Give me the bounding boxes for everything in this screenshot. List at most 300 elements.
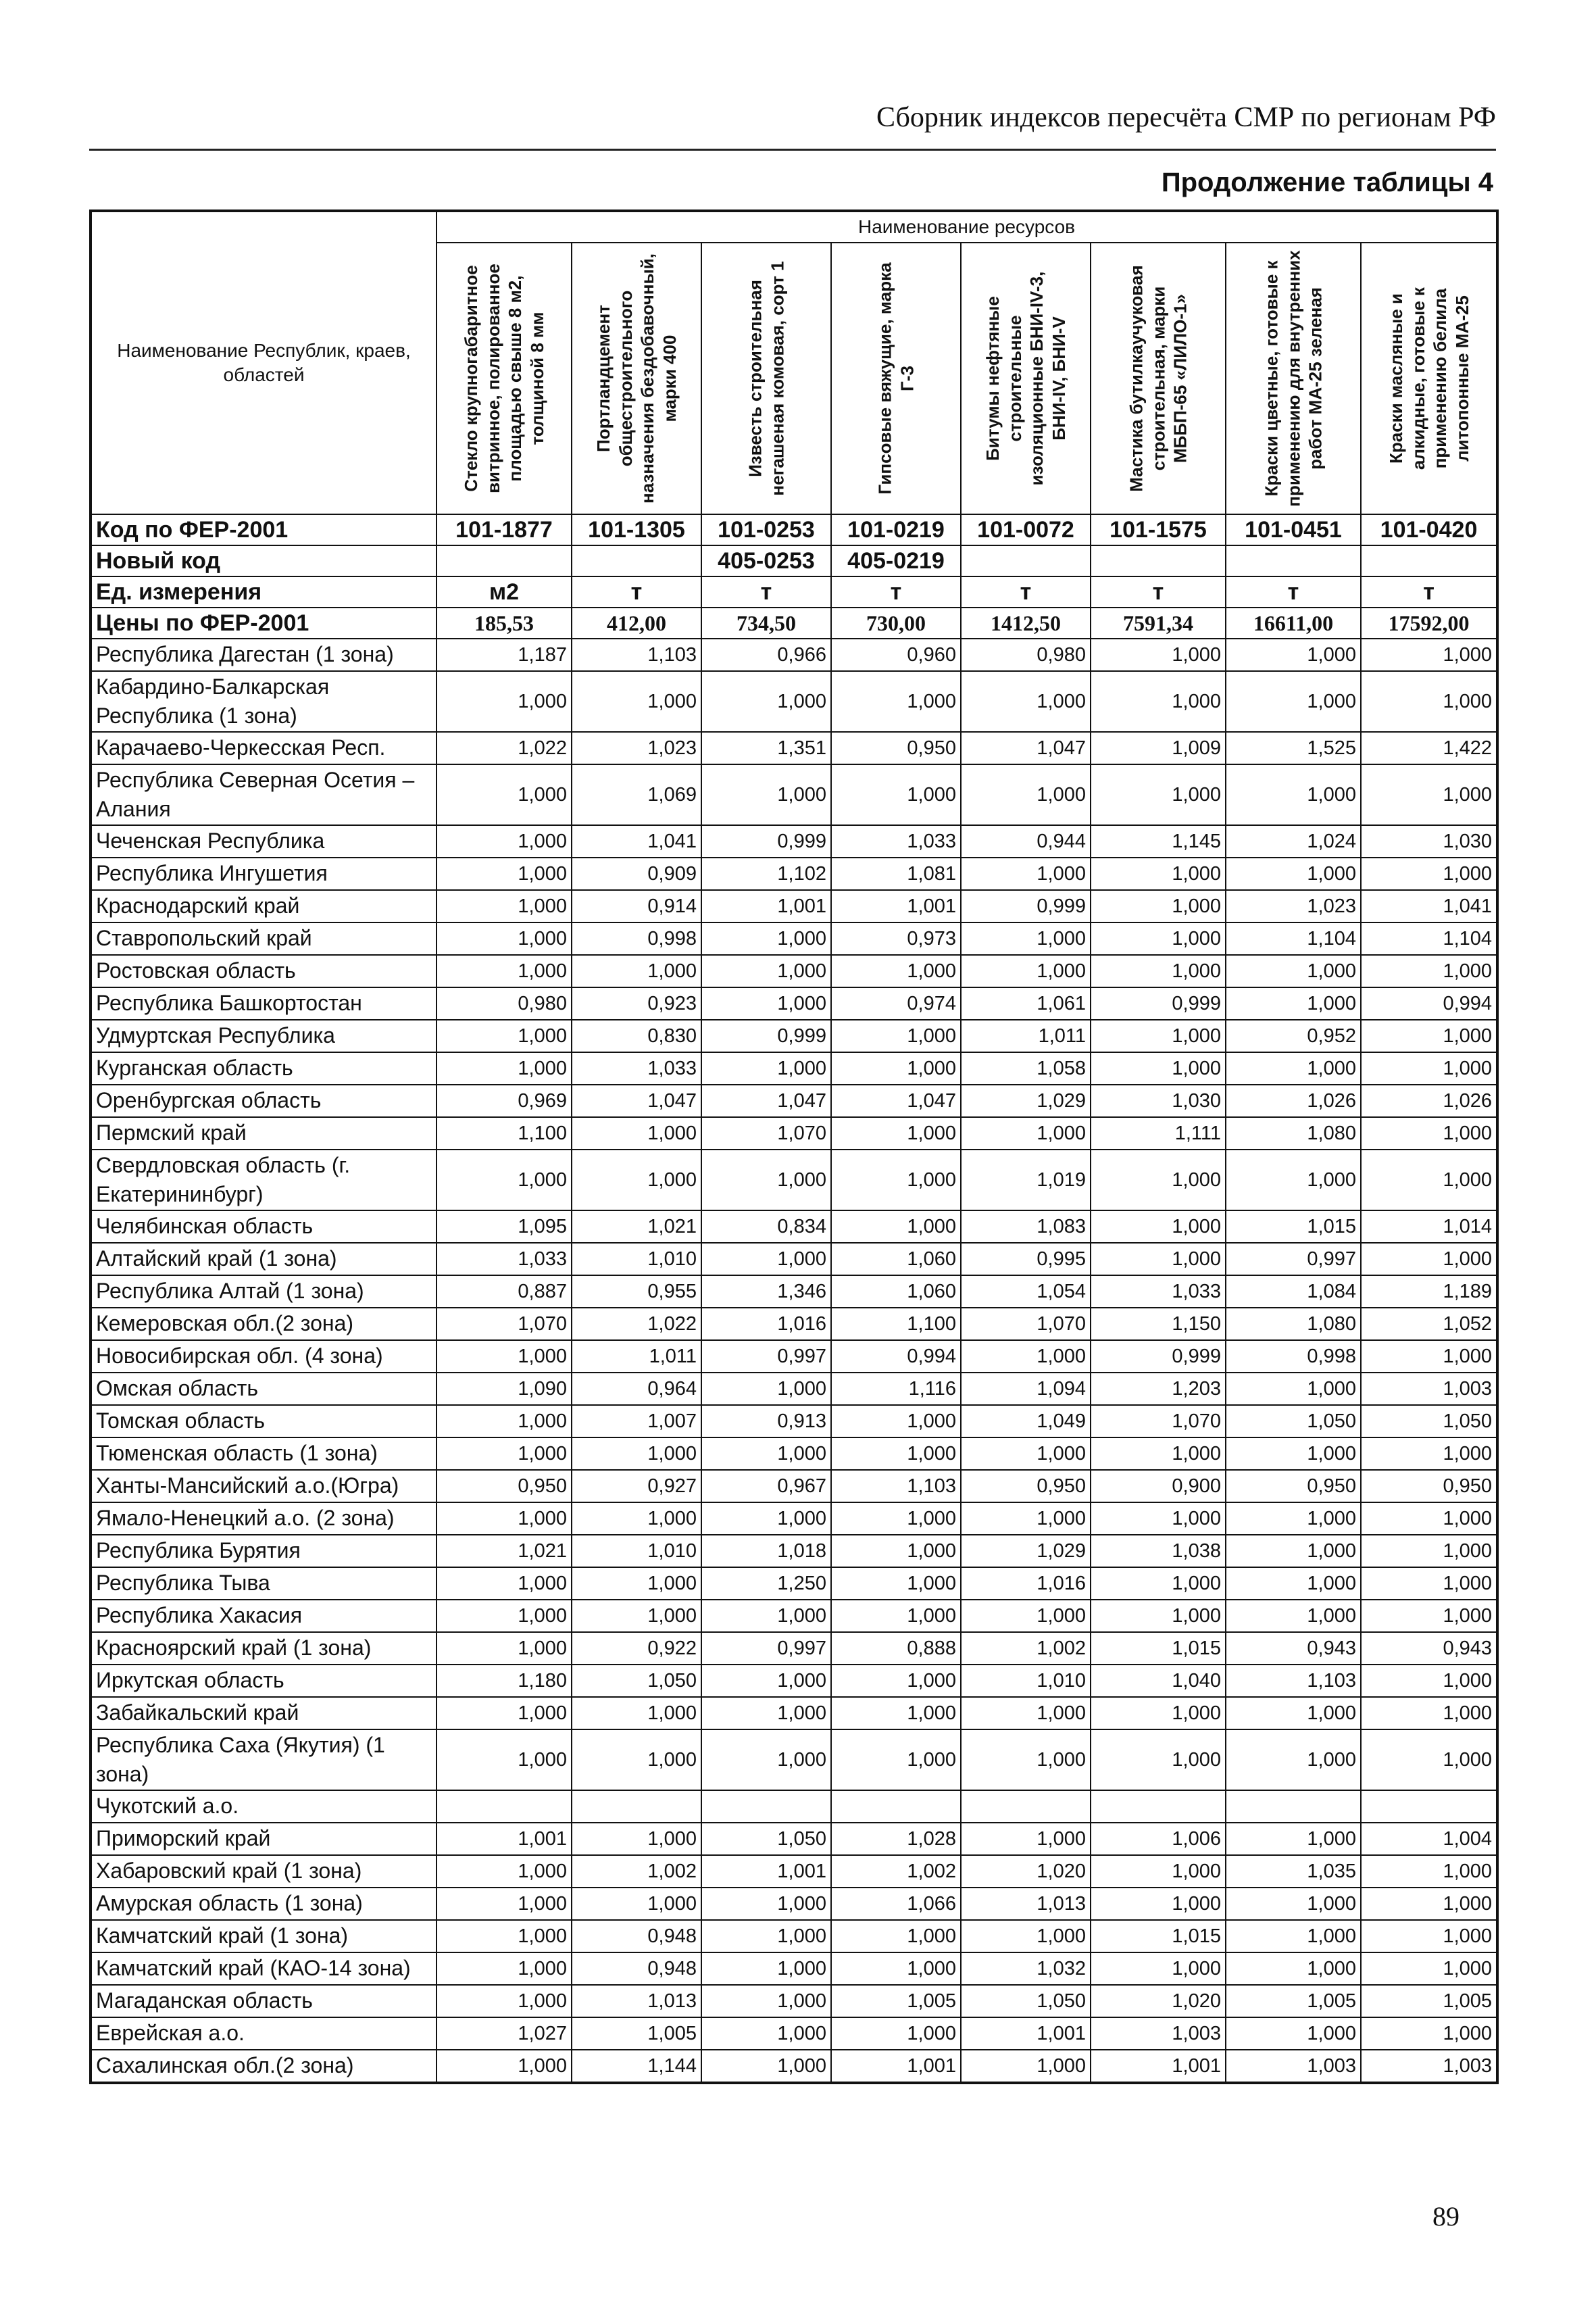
coefficient-cell <box>572 1790 701 1823</box>
coefficient-cell: 0,967 <box>701 1470 831 1502</box>
table-row <box>91 1888 1497 1920</box>
coefficient-cell: 1,000 <box>437 1150 572 1210</box>
coefficient-cell <box>701 1790 831 1823</box>
coefficient-cell: 0,999 <box>961 890 1091 922</box>
coefficient-cell: 1,060 <box>831 1275 961 1308</box>
coefficient-cell: 1,083 <box>961 1210 1091 1243</box>
coefficient-cell: 1,010 <box>572 1535 701 1567</box>
coefficient-cell: 1,000 <box>701 1373 831 1405</box>
coefficient-cell: 0,955 <box>572 1275 701 1308</box>
coefficient-cell: 1,022 <box>437 732 572 764</box>
coefficient-cell: 0,960 <box>831 639 961 671</box>
region-name-cell: Магаданская область <box>91 1985 437 2017</box>
coefficient-cell: 1,000 <box>1091 1888 1226 1920</box>
coefficient-cell: 1,021 <box>572 1210 701 1243</box>
coefficient-cell: 1,010 <box>572 1243 701 1275</box>
coefficient-cell: 1,001 <box>831 890 961 922</box>
coefficient-cell: 1,000 <box>437 1855 572 1888</box>
unit-cell: т <box>961 576 1091 608</box>
resource-column-header <box>437 243 572 514</box>
coefficient-cell: 1,000 <box>831 1729 961 1790</box>
coefficient-cell: 0,888 <box>831 1632 961 1665</box>
coefficient-cell: 1,003 <box>1226 2050 1361 2083</box>
coefficient-cell: 1,000 <box>831 1437 961 1470</box>
unit-cell: т <box>1226 576 1361 608</box>
coefficient-cell: 1,000 <box>572 1502 701 1535</box>
coefficient-cell: 1,005 <box>831 1985 961 2017</box>
coefficient-cell: 1,000 <box>1361 1697 1497 1729</box>
new-code-cell <box>1226 545 1361 576</box>
coefficient-cell: 1,000 <box>1091 764 1226 825</box>
page-number: 89 <box>1432 2201 1460 2232</box>
coefficient-cell: 1,000 <box>1361 1665 1497 1697</box>
table-row <box>91 1632 1497 1665</box>
table-row <box>91 1567 1497 1600</box>
region-name-cell: Республика Тыва <box>91 1567 437 1600</box>
region-name-cell: Ростовская область <box>91 955 437 987</box>
unit-cell: м2 <box>437 576 572 608</box>
coefficient-cell: 1,000 <box>1091 890 1226 922</box>
coefficient-cell: 1,001 <box>437 1823 572 1855</box>
region-name-cell: Республика Хакасия <box>91 1600 437 1632</box>
coefficient-cell: 1,005 <box>572 2017 701 2050</box>
coefficient-cell: 1,005 <box>1361 1985 1497 2017</box>
coefficient-cell: 1,000 <box>1091 639 1226 671</box>
table-body <box>91 514 1497 2083</box>
coefficient-cell: 1,080 <box>1226 1117 1361 1150</box>
coefficient-cell: 1,000 <box>437 1052 572 1085</box>
coefficient-cell: 1,000 <box>437 2050 572 2083</box>
coefficient-cell: 0,998 <box>1226 1340 1361 1373</box>
price-cell: 730,00 <box>831 608 961 639</box>
coefficient-cell: 1,100 <box>437 1117 572 1150</box>
coefficient-cell: 1,000 <box>572 1117 701 1150</box>
table-row <box>91 671 1497 732</box>
coefficient-cell: 0,950 <box>1226 1470 1361 1502</box>
coefficient-cell: 1,001 <box>961 2017 1091 2050</box>
coefficient-cell: 1,000 <box>831 1117 961 1150</box>
coefficient-cell: 0,950 <box>437 1470 572 1502</box>
coefficient-cell: 1,000 <box>1361 1535 1497 1567</box>
coefficient-cell: 1,000 <box>701 1150 831 1210</box>
coefficient-cell: 1,000 <box>961 1502 1091 1535</box>
coefficient-cell: 1,070 <box>1091 1405 1226 1437</box>
coefficient-cell: 1,144 <box>572 2050 701 2083</box>
coefficient-cell: 1,000 <box>1361 1920 1497 1952</box>
coefficient-cell: 0,922 <box>572 1632 701 1665</box>
coefficient-cell: 1,000 <box>831 764 961 825</box>
coefficient-cell: 1,001 <box>1091 2050 1226 2083</box>
coefficient-cell: 1,000 <box>701 1697 831 1729</box>
coefficient-cell: 1,000 <box>1226 955 1361 987</box>
table-row <box>91 1952 1497 1985</box>
region-name-cell: Красноярский край (1 зона) <box>91 1632 437 1665</box>
table-row <box>91 1150 1497 1210</box>
coefficient-cell: 1,000 <box>437 1729 572 1790</box>
coefficient-cell: 1,000 <box>961 671 1091 732</box>
coefficient-cell: 1,000 <box>1091 1150 1226 1210</box>
coefficient-cell: 1,103 <box>1226 1665 1361 1697</box>
region-name-cell: Республика Ингушетия <box>91 858 437 890</box>
region-name-cell: Хабаровский край (1 зона) <box>91 1855 437 1888</box>
coefficient-cell: 1,000 <box>961 1437 1091 1470</box>
coefficients-table-container <box>89 210 1496 2084</box>
unit-cell: т <box>1361 576 1497 608</box>
coefficient-cell: 1,000 <box>961 955 1091 987</box>
coefficient-cell: 0,948 <box>572 1920 701 1952</box>
coefficient-cell: 1,000 <box>831 1052 961 1085</box>
coefficient-cell: 1,100 <box>831 1308 961 1340</box>
coefficient-cell: 1,015 <box>1226 1210 1361 1243</box>
coefficient-cell: 1,000 <box>437 671 572 732</box>
coefficient-cell: 1,050 <box>1226 1405 1361 1437</box>
coefficient-cell: 1,023 <box>572 732 701 764</box>
coefficient-cell: 1,000 <box>701 1888 831 1920</box>
coefficient-cell: 1,000 <box>437 858 572 890</box>
region-name-cell: Оренбургская область <box>91 1085 437 1117</box>
coefficient-cell: 1,000 <box>1361 1340 1497 1373</box>
region-name-cell: Ханты-Мансийский а.о.(Югра) <box>91 1470 437 1502</box>
coefficient-cell: 0,997 <box>701 1632 831 1665</box>
region-name-cell: Иркутская область <box>91 1665 437 1697</box>
coefficient-cell: 1,002 <box>572 1855 701 1888</box>
coefficient-cell: 1,041 <box>1361 890 1497 922</box>
coefficient-cell: 1,103 <box>831 1470 961 1502</box>
coefficient-cell: 1,000 <box>1226 1535 1361 1567</box>
resource-column-header <box>701 243 831 514</box>
coefficient-cell: 1,028 <box>831 1823 961 1855</box>
table-row <box>91 1470 1497 1502</box>
fer-code-cell: 101-0253 <box>701 514 831 545</box>
coefficient-cell: 1,150 <box>1091 1308 1226 1340</box>
coefficient-cell: 1,000 <box>1361 1020 1497 1052</box>
table-row <box>91 1275 1497 1308</box>
coefficient-cell: 1,000 <box>701 1502 831 1535</box>
region-name-cell: Республика Бурятия <box>91 1535 437 1567</box>
coefficient-cell: 1,000 <box>1091 1567 1226 1600</box>
unit-cell: т <box>572 576 701 608</box>
coefficient-cell: 1,000 <box>572 1697 701 1729</box>
coefficient-cell: 1,000 <box>437 955 572 987</box>
coefficient-cell: 1,000 <box>831 1567 961 1600</box>
coefficient-cell: 1,002 <box>831 1855 961 1888</box>
region-name-cell: Республика Саха (Якутия) (1 зона) <box>91 1729 437 1790</box>
coefficient-cell: 1,000 <box>1091 955 1226 987</box>
table-row <box>91 1020 1497 1052</box>
coefficient-cell: 1,000 <box>1226 1373 1361 1405</box>
coefficient-cell: 1,000 <box>1361 639 1497 671</box>
coefficient-cell: 1,000 <box>1361 1502 1497 1535</box>
table-row <box>91 2017 1497 2050</box>
coefficient-cell: 1,000 <box>437 1632 572 1665</box>
coefficient-cell: 1,001 <box>701 890 831 922</box>
coefficient-cell: 1,111 <box>1091 1117 1226 1150</box>
coefficient-cell: 1,006 <box>1091 1823 1226 1855</box>
coefficient-cell: 1,016 <box>701 1308 831 1340</box>
new-code-cell: 405-0219 <box>831 545 961 576</box>
table-row <box>91 1243 1497 1275</box>
coefficient-cell: 1,000 <box>437 1405 572 1437</box>
coefficient-cell: 0,973 <box>831 922 961 955</box>
coefficient-cell: 1,000 <box>701 1920 831 1952</box>
coefficient-cell: 1,000 <box>1361 1952 1497 1985</box>
coefficient-cell: 1,000 <box>572 1729 701 1790</box>
coefficient-cell: 1,000 <box>831 1697 961 1729</box>
coefficient-cell: 1,000 <box>701 1437 831 1470</box>
region-name-cell: Чеченская Республика <box>91 825 437 858</box>
coefficient-cell: 0,980 <box>437 987 572 1020</box>
coefficient-cell: 1,011 <box>961 1020 1091 1052</box>
table-row <box>91 1823 1497 1855</box>
coefficient-cell: 1,000 <box>831 1502 961 1535</box>
coefficient-cell: 1,000 <box>701 1600 831 1632</box>
coefficient-cell: 1,000 <box>1226 1600 1361 1632</box>
coefficient-cell: 1,000 <box>1226 1920 1361 1952</box>
coefficient-cell: 1,040 <box>1091 1665 1226 1697</box>
coefficient-cell: 1,000 <box>961 1697 1091 1729</box>
coefficient-cell: 1,000 <box>437 1567 572 1600</box>
coefficient-cell: 1,047 <box>961 732 1091 764</box>
coefficient-cell: 1,001 <box>701 1855 831 1888</box>
coefficient-cell: 1,000 <box>961 858 1091 890</box>
coefficient-cell: 1,000 <box>701 987 831 1020</box>
region-name-cell: Омская область <box>91 1373 437 1405</box>
table-row <box>91 1535 1497 1567</box>
coefficient-cell: 0,999 <box>1091 1340 1226 1373</box>
coefficient-cell: 1,000 <box>1226 1697 1361 1729</box>
table-row <box>91 1340 1497 1373</box>
coefficient-cell: 1,000 <box>701 1243 831 1275</box>
coefficient-cell: 1,000 <box>437 1502 572 1535</box>
coefficient-cell: 0,909 <box>572 858 701 890</box>
resource-name: Битумы нефтяные строительные изоляционные БНИ-IV-3, БНИ-IV, БНИ-V <box>982 271 1069 486</box>
table-row <box>91 955 1497 987</box>
coefficient-cell: 0,927 <box>572 1470 701 1502</box>
coefficient-cell: 0,974 <box>831 987 961 1020</box>
coefficient-cell: 1,027 <box>437 2017 572 2050</box>
coefficient-cell: 1,000 <box>1226 1888 1361 1920</box>
coefficient-cell: 1,070 <box>961 1308 1091 1340</box>
coefficient-cell: 0,995 <box>961 1243 1091 1275</box>
coefficient-cell: 1,000 <box>1361 1437 1497 1470</box>
coefficient-cell: 1,000 <box>1091 1243 1226 1275</box>
running-header <box>89 49 1496 150</box>
coefficient-cell: 1,000 <box>1361 955 1497 987</box>
coefficient-cell: 1,000 <box>1361 1600 1497 1632</box>
coefficient-cell: 1,000 <box>437 764 572 825</box>
coefficient-cell: 1,000 <box>572 1437 701 1470</box>
table-row <box>91 1920 1497 1952</box>
coefficient-cell: 1,000 <box>961 1117 1091 1150</box>
coefficient-cell: 1,000 <box>831 955 961 987</box>
coefficient-cell: 1,000 <box>1091 1020 1226 1052</box>
region-name-cell: Кемеровская обл.(2 зона) <box>91 1308 437 1340</box>
resource-name: Гипсовые вяжущие, марка Г-3 <box>874 262 917 495</box>
coefficient-cell: 1,000 <box>701 1952 831 1985</box>
coefficient-cell: 0,998 <box>572 922 701 955</box>
coefficient-cell: 1,346 <box>701 1275 831 1308</box>
coefficient-cell <box>1091 1790 1226 1823</box>
coefficient-cell: 0,950 <box>831 732 961 764</box>
coefficient-cell: 1,058 <box>961 1052 1091 1085</box>
coefficient-cell: 1,000 <box>831 1952 961 1985</box>
coefficient-cell: 1,047 <box>572 1085 701 1117</box>
coefficient-cell: 1,000 <box>1361 671 1497 732</box>
coefficient-cell: 1,000 <box>1226 1567 1361 1600</box>
resource-column-header <box>572 243 701 514</box>
coefficient-cell: 0,999 <box>1091 987 1226 1020</box>
coefficient-cell: 1,000 <box>1361 1567 1497 1600</box>
coefficient-cell: 1,000 <box>1226 671 1361 732</box>
coefficient-cell: 1,054 <box>961 1275 1091 1308</box>
unit-cell: т <box>831 576 961 608</box>
coefficient-cell: 0,997 <box>701 1340 831 1373</box>
coefficient-cell: 1,018 <box>701 1535 831 1567</box>
region-name-cell: Амурская область (1 зона) <box>91 1888 437 1920</box>
coefficient-cell: 1,000 <box>701 1729 831 1790</box>
coefficient-cell: 1,000 <box>701 922 831 955</box>
collection-title: Сборник индексов пересчёта СМР по регионам РФ <box>876 102 1496 133</box>
price-cell: 16611,00 <box>1226 608 1361 639</box>
coefficient-cell: 1,095 <box>437 1210 572 1243</box>
coefficient-cell: 1,187 <box>437 639 572 671</box>
coefficient-cell: 1,032 <box>961 1952 1091 1985</box>
coefficient-cell: 0,994 <box>831 1340 961 1373</box>
coefficient-cell: 1,189 <box>1361 1275 1497 1308</box>
coefficient-cell: 1,000 <box>1226 1150 1361 1210</box>
coefficient-cell: 1,180 <box>437 1665 572 1697</box>
coefficient-cell: 1,015 <box>1091 1632 1226 1665</box>
coefficient-cell: 1,000 <box>961 1340 1091 1373</box>
coefficient-cell: 0,943 <box>1226 1632 1361 1665</box>
coefficient-cell: 1,061 <box>961 987 1091 1020</box>
coefficient-cell: 1,081 <box>831 858 961 890</box>
region-name-cell: Республика Башкортостан <box>91 987 437 1020</box>
coefficient-cell: 1,103 <box>572 639 701 671</box>
coefficient-cell: 1,001 <box>831 2050 961 2083</box>
resource-column-header <box>1091 243 1226 514</box>
coefficient-cell: 1,000 <box>701 1052 831 1085</box>
new-code-cell <box>437 545 572 576</box>
coefficient-cell: 1,033 <box>831 825 961 858</box>
unit-row <box>91 576 1497 608</box>
coefficient-cell: 1,029 <box>961 1535 1091 1567</box>
coefficient-cell: 1,050 <box>572 1665 701 1697</box>
coefficient-cell: 1,000 <box>1091 1502 1226 1535</box>
resource-name: Краски масляные и алкидные, готовые к применению белила литопонные МА-25 <box>1385 287 1472 470</box>
region-name-cell: Алтайский край (1 зона) <box>91 1243 437 1275</box>
coefficient-cell: 1,007 <box>572 1405 701 1437</box>
coefficient-cell: 1,000 <box>1226 1823 1361 1855</box>
coefficient-cell: 1,000 <box>1226 1052 1361 1085</box>
coefficient-cell: 1,014 <box>1361 1210 1497 1243</box>
coefficient-cell: 1,030 <box>1091 1085 1226 1117</box>
coefficient-cell: 1,000 <box>1091 858 1226 890</box>
coefficient-cell: 1,000 <box>572 1888 701 1920</box>
price-cell: 412,00 <box>572 608 701 639</box>
coefficient-cell: 0,997 <box>1226 1243 1361 1275</box>
coefficient-cell: 1,000 <box>437 922 572 955</box>
coefficient-cell: 1,000 <box>437 1437 572 1470</box>
coefficient-cell: 1,010 <box>961 1665 1091 1697</box>
coefficient-cell: 1,000 <box>1226 1437 1361 1470</box>
fer-code-cell: 101-0420 <box>1361 514 1497 545</box>
coefficient-cell: 0,999 <box>701 1020 831 1052</box>
table-row <box>91 922 1497 955</box>
coefficient-cell: 1,000 <box>572 955 701 987</box>
coefficient-cell: 1,000 <box>1091 1210 1226 1243</box>
table-row <box>91 1085 1497 1117</box>
price-cell: 7591,34 <box>1091 608 1226 639</box>
region-name-cell: Тюменская область (1 зона) <box>91 1437 437 1470</box>
region-name-cell: Пермский край <box>91 1117 437 1150</box>
coefficient-cell: 1,000 <box>831 671 961 732</box>
fer-code-row <box>91 514 1497 545</box>
table-row <box>91 1502 1497 1535</box>
region-name-cell: Камчатский край (1 зона) <box>91 1920 437 1952</box>
region-name-cell: Челябинская область <box>91 1210 437 1243</box>
region-name-cell: Ставропольский край <box>91 922 437 955</box>
coefficient-cell: 1,000 <box>437 1600 572 1632</box>
table-row <box>91 987 1497 1020</box>
coefficient-cell: 1,033 <box>1091 1275 1226 1308</box>
new-code-cell <box>572 545 701 576</box>
coefficient-cell: 1,009 <box>1091 732 1226 764</box>
coefficient-cell: 1,000 <box>437 1888 572 1920</box>
coefficient-cell: 1,000 <box>961 1729 1091 1790</box>
coefficient-cell: 1,000 <box>437 1340 572 1373</box>
coefficient-cell: 0,980 <box>961 639 1091 671</box>
coefficient-cell: 0,964 <box>572 1373 701 1405</box>
coefficient-cell: 0,913 <box>701 1405 831 1437</box>
coefficient-cell: 1,000 <box>1226 1502 1361 1535</box>
coefficient-cell: 1,050 <box>701 1823 831 1855</box>
coefficient-cell: 1,035 <box>1226 1855 1361 1888</box>
resources-group-header: Наименование ресурсов <box>437 211 1497 243</box>
fer-code-cell: 101-0072 <box>961 514 1091 545</box>
region-name-cell: Курганская область <box>91 1052 437 1085</box>
region-name-cell: Кабардино-Балкарская Республика (1 зона) <box>91 671 437 732</box>
region-name-cell: Приморский край <box>91 1823 437 1855</box>
coefficient-cell: 1,000 <box>1226 2017 1361 2050</box>
coefficient-cell: 1,003 <box>1361 2050 1497 2083</box>
coefficient-cell: 1,000 <box>701 671 831 732</box>
coefficient-cell: 1,000 <box>1091 1697 1226 1729</box>
coefficient-cell: 1,013 <box>572 1985 701 2017</box>
coefficient-cell: 1,000 <box>1091 1437 1226 1470</box>
coefficient-cell <box>1226 1790 1361 1823</box>
price-cell: 185,53 <box>437 608 572 639</box>
coefficient-cell: 0,948 <box>572 1952 701 1985</box>
coefficient-cell: 1,070 <box>701 1117 831 1150</box>
coefficient-cell: 1,050 <box>961 1985 1091 2017</box>
coefficient-cell: 1,000 <box>437 1020 572 1052</box>
resource-column-header <box>1361 243 1497 514</box>
coefficient-cell: 1,000 <box>1091 1952 1226 1985</box>
coefficient-cell: 1,000 <box>1361 2017 1497 2050</box>
coefficient-cell: 0,923 <box>572 987 701 1020</box>
resource-column-header <box>961 243 1091 514</box>
coefficient-cell: 1,000 <box>961 1823 1091 1855</box>
coefficient-cell: 0,900 <box>1091 1470 1226 1502</box>
coefficient-cell: 1,069 <box>572 764 701 825</box>
table-row <box>91 764 1497 825</box>
coefficient-cell: 1,013 <box>961 1888 1091 1920</box>
coefficient-cell: 1,003 <box>1091 2017 1226 2050</box>
coefficient-cell: 1,000 <box>701 1665 831 1697</box>
coefficient-cell: 1,000 <box>831 1210 961 1243</box>
coefficient-cell: 1,000 <box>1226 764 1361 825</box>
